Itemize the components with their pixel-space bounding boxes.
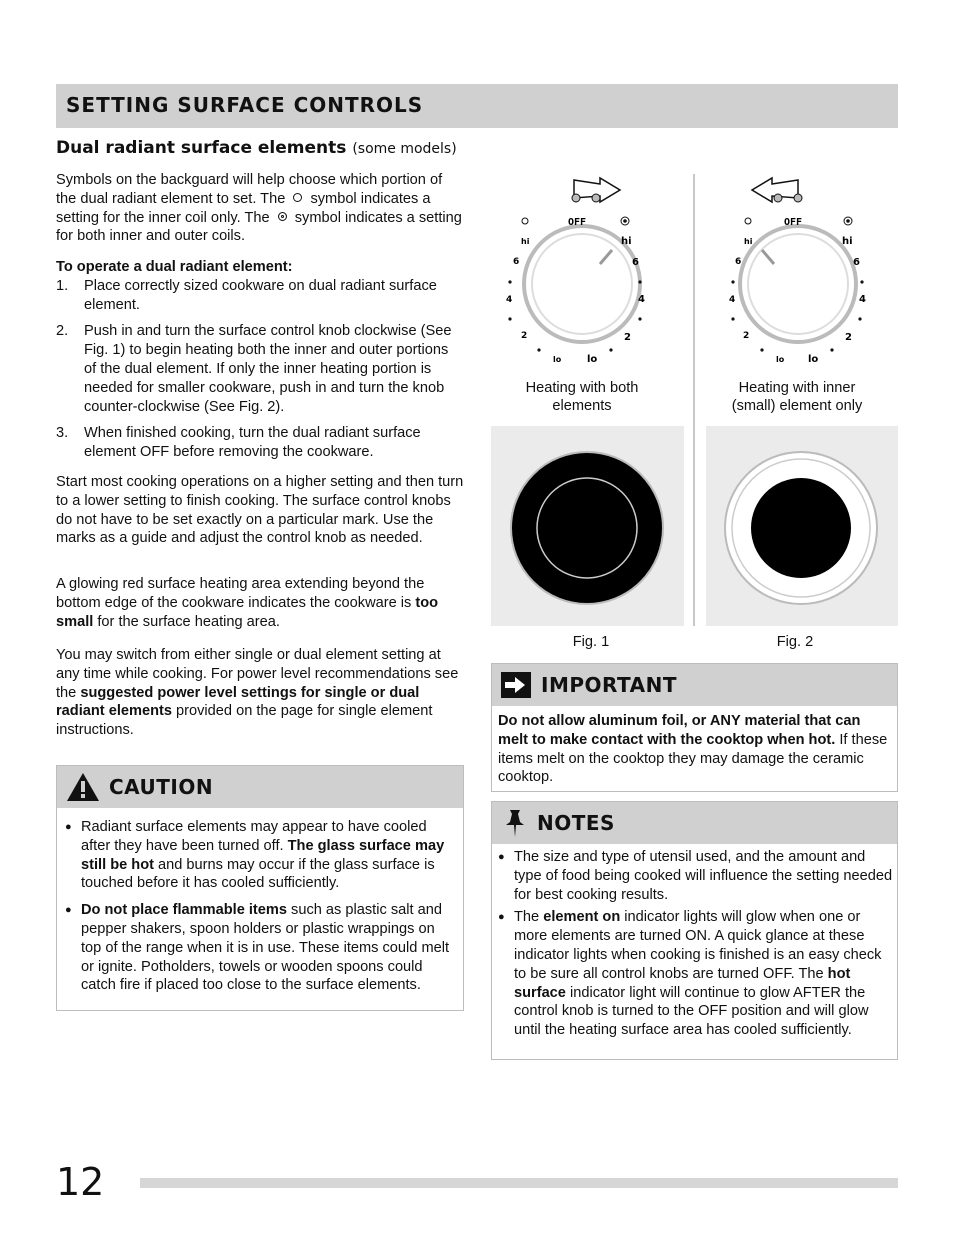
caution-title: CAUTION (109, 775, 214, 799)
paragraph-settings (56, 473, 464, 548)
indicator-dot-icon (572, 194, 580, 202)
caution-header (57, 766, 463, 808)
footer-bar (140, 1178, 898, 1188)
caution-list (57, 808, 463, 995)
fig1-label: Fig. 1 (572, 634, 610, 650)
page-number: 12 (56, 1160, 105, 1204)
important-header (492, 664, 897, 706)
section-title (56, 138, 457, 158)
step-item (56, 322, 464, 416)
note-item-d: hot surface (514, 965, 851, 1001)
knob-label-6-outer: 6 (632, 257, 639, 268)
notes-title: NOTES (537, 811, 615, 835)
para3-c: provided on the page for single element instructions. (56, 703, 433, 739)
caution-item-b: The glass surface may still be hot (81, 837, 445, 873)
operate-heading: To operate a dual radiant element: (56, 259, 293, 275)
knob-label-4-inner: 4 (506, 295, 513, 305)
step-item (56, 277, 464, 315)
important-rest: If these items melt on the cooktop they may damage the ceramic cooktop. (498, 731, 888, 786)
knob-diagram-fig1 (500, 170, 670, 370)
caution-item-c: such as plastic salt and pepper shakers, spoon holders or plastic wrappings on top of the range when it is in use. These items could melt or ignite. Potholders, towels or wooden spoons could catch fire if placed too close to the surface elements. (81, 902, 450, 994)
fig1-knob-caption: Heating with both elements (525, 380, 639, 414)
knob-label-4-outer: 4 (859, 294, 866, 305)
dual-element-both-icon (491, 426, 684, 626)
notes-box (491, 801, 898, 1060)
figure-divider (693, 174, 695, 626)
single-circle-icon (293, 193, 302, 202)
indicator-dot-icon (774, 194, 782, 202)
operate-section (56, 258, 464, 470)
knob-label-6-inner: 6 (513, 257, 520, 267)
step-number: 2. (56, 323, 69, 340)
knob-label-6-inner: 6 (735, 257, 742, 267)
caution-item-b: Do not place flammable items (81, 902, 287, 919)
important-text (492, 706, 897, 787)
caution-item (59, 901, 451, 995)
dual-circle-icon (278, 212, 287, 221)
paragraph-switch (56, 646, 464, 740)
fig2-element-panel (706, 426, 898, 626)
dual-element-inner-icon (706, 426, 898, 626)
indicator-dot-icon (592, 194, 600, 202)
section-note: (some models) (352, 141, 457, 157)
knob-label-hi-inner: hi (744, 237, 753, 246)
intro-paragraph (56, 171, 464, 246)
fig1-element-panel (491, 426, 684, 626)
step-text: Place correctly sized cookware on dual radiant surface element. (84, 277, 437, 313)
knob-label-lo-outer: lo (808, 354, 819, 365)
intro-part3: symbol indicates a setting for both inner and outer coils. (56, 209, 462, 245)
knob-label-6-outer: 6 (853, 257, 860, 268)
knob-label-lo-inner: lo (553, 355, 562, 364)
caution-item-c: and burns may occur if the glass surface is touched before it has cooled sufficiently. (81, 856, 435, 892)
para1-text: Start most cooking operations on a higher setting and then turn to a lower setting to finish cooking. The surface control knobs do not have to be set exactly on a particular mark. Use the marks as a guide and adjust the control knob as needed. (56, 474, 464, 547)
knob-label-4-outer: 4 (638, 294, 645, 305)
important-title: IMPORTANT (541, 673, 677, 697)
caution-item-a: Radiant surface elements may appear to have cooled after they have been turned off. (81, 819, 427, 854)
para3-b: suggested power level settings for single or dual radiant elements (56, 684, 420, 720)
knob-label-hi-outer: hi (621, 236, 632, 247)
para2-a: A glowing red surface heating area extending beyond the bottom edge of the cookware indicates the cookware is (56, 576, 425, 611)
knob-label-hi-outer: hi (842, 236, 853, 247)
note-item-e: indicator light will continue to glow AFTER the control knob is turned to the OFF position and will glow until the heating surface area has cooled sufficiently. (514, 984, 869, 1039)
arrow-right-icon (501, 672, 531, 698)
page-title: SETTING SURFACE CONTROLS (66, 93, 424, 117)
step-text: Push in and turn the surface control knob clockwise (See Fig. 1) to begin heating both the inner and outer portions of the dual element. If only the inner heating portion is needed for smaller cookware, push in and turn the knob counter-clockwise (See Fig. 2). (84, 323, 452, 415)
knob-label-2-inner: 2 (743, 331, 750, 341)
important-bold: Do not allow aluminum foil, or ANY material that can melt to make contact with the cooktop when hot. (498, 713, 861, 748)
knob-label-4-inner: 4 (729, 295, 736, 305)
knob-diagram-fig2 (722, 170, 892, 370)
knob-label-hi-inner: hi (521, 237, 530, 246)
note-item-b: element on (543, 909, 621, 926)
para2-c: for the surface heating area. (93, 613, 280, 630)
fig2-label: Fig. 2 (776, 634, 814, 650)
operate-steps (56, 277, 464, 462)
section-title-text: Dual radiant surface elements (56, 138, 347, 158)
knob-label-2-inner: 2 (521, 331, 528, 341)
intro-part2: symbol indicates a setting for the inner coil only. The (56, 190, 431, 226)
note-item-text: The size and type of utensil used, and the amount and type of food being cooked will influence the setting needed for best cooking results. (514, 849, 893, 903)
intro-part1: Symbols on the backguard will help choose which portion of the dual radiant element to set. The (56, 172, 443, 207)
paragraph-glow (56, 575, 464, 631)
step-item (56, 424, 464, 462)
step-number: 3. (56, 425, 69, 442)
para2-b: too small (56, 594, 439, 630)
caution-box (56, 765, 464, 1011)
fig2-knob-caption: Heating with inner (small) element only (731, 380, 863, 414)
warning-triangle-icon (66, 771, 100, 803)
knob-label-2-outer: 2 (845, 332, 852, 343)
knob-label-lo-outer: lo (587, 354, 598, 365)
indicator-dot-icon (794, 194, 802, 202)
note-item-a: The (514, 909, 544, 926)
knob-label-2-outer: 2 (624, 332, 631, 343)
pushpin-icon (504, 808, 526, 838)
caution-item (59, 818, 451, 893)
step-number: 1. (56, 277, 69, 294)
note-item (492, 908, 893, 1040)
step-text: When finished cooking, turn the dual radiant surface element OFF before removing the cookware. (84, 425, 421, 461)
notes-list (492, 844, 897, 1040)
important-box (491, 663, 898, 792)
notes-header (492, 802, 897, 844)
knob-label-off: OFF (784, 217, 803, 228)
para3-a: You may switch from either single or dual element setting at any time while cooking. For power level recommendations see the (56, 647, 459, 701)
knob-label-off: OFF (568, 217, 587, 228)
note-item-c: indicator lights will glow when one or more elements are turned ON. A quick glance at these indicator lights when cooking is finished is an easy check to be sure all control knobs are turned OFF. The (514, 909, 882, 982)
knob-label-lo-inner: lo (776, 355, 785, 364)
note-item (492, 848, 893, 904)
